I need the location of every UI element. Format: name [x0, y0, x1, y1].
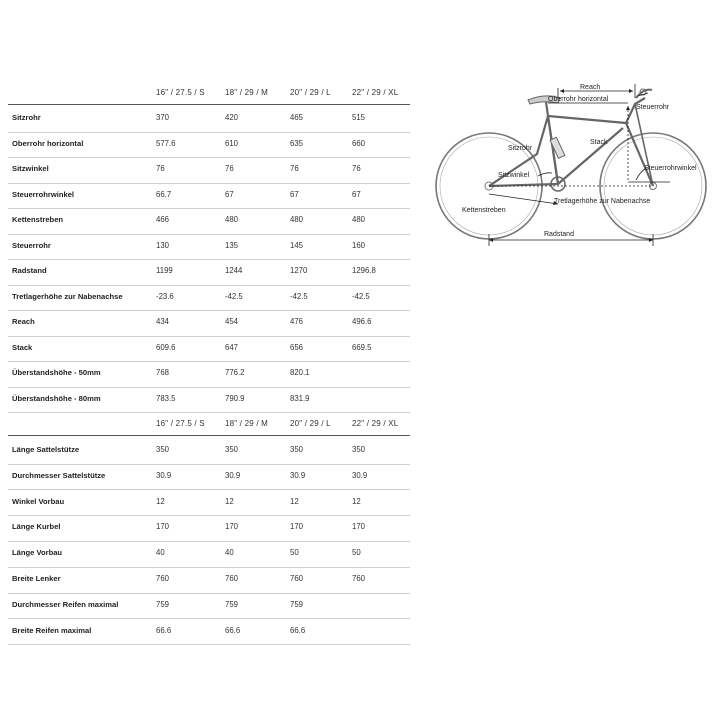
- row-value: 768: [156, 368, 170, 377]
- label-steuerrohrwinkel: Steuerrohrwinkel: [644, 165, 697, 172]
- label-tretlager: Tretlagerhöhe zur Nabenachse: [554, 198, 651, 205]
- row-value: 67: [290, 189, 299, 199]
- table-row: [8, 490, 410, 517]
- row-value: 350: [225, 445, 239, 454]
- row-value: -42.5: [225, 291, 243, 301]
- table-row: [8, 515, 410, 542]
- row-value: 12: [156, 496, 165, 506]
- row-value: 610: [225, 138, 239, 148]
- row-value: 12: [225, 496, 234, 506]
- row-value: 76: [290, 164, 299, 173]
- label-sitzwinkel: Sitzwinkel: [498, 172, 530, 179]
- row-value: 480: [225, 215, 239, 224]
- row-value: 466: [156, 215, 170, 224]
- table-row: [8, 183, 410, 210]
- row-value: 30.9: [156, 470, 172, 480]
- row-value: 370: [156, 113, 170, 122]
- row-label: Radstand: [12, 266, 47, 275]
- row-value: 76: [225, 164, 234, 173]
- row-label: Oberrohr horizontal: [12, 138, 84, 148]
- label-steuerrohr: Steuerrohr: [636, 104, 670, 111]
- size-header-cell: 16" / 27.5 / S: [156, 419, 205, 428]
- row-value: 647: [225, 342, 239, 352]
- row-value: 145: [290, 240, 304, 250]
- row-value: -42.5: [290, 291, 308, 301]
- table-row: [8, 310, 410, 337]
- row-value: 66.6: [156, 625, 172, 635]
- row-label: Winkel Vorbau: [12, 496, 65, 506]
- size-header-cell: 22" / 29 / XL: [352, 419, 399, 428]
- row-value: 790.9: [225, 393, 245, 403]
- row-value: 12: [290, 496, 299, 506]
- table-row: [8, 593, 410, 620]
- bike-geometry-diagram: [430, 76, 720, 248]
- row-label: Überstandshöhe - 50mm: [12, 368, 101, 377]
- size-header-cell: 22" / 29 / XL: [352, 88, 399, 97]
- row-value: 420: [225, 113, 239, 122]
- row-value: 820.1: [290, 368, 310, 377]
- table-row: [8, 387, 410, 414]
- row-value: 635: [290, 138, 304, 148]
- row-value: -42.5: [352, 291, 370, 301]
- row-value: 67: [225, 189, 234, 199]
- row-label: Steuerrohr: [12, 240, 51, 250]
- row-value: 465: [290, 113, 304, 122]
- table-row: [8, 361, 410, 388]
- row-label: Steuerrohrwinkel: [12, 189, 75, 199]
- row-value: 170: [225, 522, 239, 532]
- label-kettenstreben: Kettenstreben: [462, 207, 506, 214]
- row-value: 130: [156, 240, 170, 250]
- table-divider: [8, 435, 410, 436]
- row-value: 480: [290, 215, 304, 224]
- size-header-cell: 18" / 29 / M: [225, 419, 269, 428]
- row-value: 454: [225, 317, 239, 326]
- row-value: 50: [290, 548, 299, 558]
- row-value: 783.5: [156, 393, 176, 403]
- row-value: 515: [352, 113, 366, 122]
- row-value: 76: [156, 164, 165, 173]
- row-value: 12: [352, 496, 361, 506]
- table-row: [8, 464, 410, 491]
- label-radstand: Radstand: [544, 231, 574, 238]
- row-value: 480: [352, 215, 366, 224]
- row-label: Länge Kurbel: [12, 522, 61, 532]
- label-reach: Reach: [580, 84, 601, 91]
- row-value: 1244: [225, 266, 243, 275]
- row-label: Durchmesser Reifen maximal: [12, 599, 119, 609]
- row-label: Sitzwinkel: [12, 164, 49, 173]
- row-value: 30.9: [290, 470, 306, 480]
- row-label: Überstandshöhe - 80mm: [12, 393, 101, 403]
- row-value: 760: [225, 574, 239, 583]
- row-value: 135: [225, 240, 239, 250]
- row-value: 496.6: [352, 317, 372, 326]
- row-value: 40: [156, 548, 165, 558]
- row-value: 170: [290, 522, 304, 532]
- row-label: Reach: [12, 317, 35, 326]
- row-value: 760: [352, 574, 366, 583]
- row-value: 760: [290, 574, 304, 583]
- table-divider: [8, 104, 410, 105]
- table-row: [8, 336, 410, 363]
- row-label: Tretlagerhöhe zur Nabenachse: [12, 291, 123, 301]
- row-value: 476: [290, 317, 304, 326]
- row-label: Kettenstreben: [12, 215, 64, 224]
- row-value: 609.6: [156, 342, 176, 352]
- row-value: 434: [156, 317, 170, 326]
- row-label: Länge Vorbau: [12, 548, 63, 558]
- row-label: Breite Reifen maximal: [12, 625, 92, 635]
- row-value: 350: [352, 445, 366, 454]
- row-label: Durchmesser Sattelstütze: [12, 470, 106, 480]
- row-value: 776.2: [225, 368, 245, 377]
- row-value: -23.6: [156, 291, 174, 301]
- row-value: 759: [225, 599, 239, 609]
- row-value: 67: [352, 189, 361, 199]
- table-row: [8, 567, 410, 594]
- row-value: 759: [290, 599, 304, 609]
- row-label: Stack: [12, 342, 33, 352]
- row-value: 350: [156, 445, 170, 454]
- row-value: 669.5: [352, 342, 372, 352]
- row-value: 66.6: [225, 625, 241, 635]
- row-value: 170: [156, 522, 170, 532]
- label-stack: Stack: [590, 139, 608, 146]
- row-value: 66.6: [290, 625, 306, 635]
- size-header-cell: 20" / 29 / L: [290, 419, 331, 428]
- table-row: [8, 259, 410, 286]
- table-row: [8, 619, 410, 646]
- row-value: 30.9: [225, 470, 241, 480]
- row-value: 66.7: [156, 189, 172, 199]
- label-sitzrohr: Sitzrohr: [508, 145, 533, 152]
- row-value: 759: [156, 599, 170, 609]
- row-value: 831.9: [290, 393, 310, 403]
- row-label: Breite Lenker: [12, 574, 61, 583]
- row-value: 170: [352, 522, 366, 532]
- size-header-cell: 20" / 29 / L: [290, 88, 331, 97]
- row-value: 760: [156, 574, 170, 583]
- row-value: 350: [290, 445, 304, 454]
- seatpost: [546, 102, 548, 116]
- row-value: 76: [352, 164, 361, 173]
- row-label: Länge Sattelstütze: [12, 445, 80, 454]
- table-row: [8, 541, 410, 568]
- row-value: 40: [225, 548, 234, 558]
- table-row: [8, 106, 410, 133]
- size-header-cell: 18" / 29 / M: [225, 88, 269, 97]
- row-label: Sitzrohr: [12, 113, 41, 122]
- row-value: 660: [352, 138, 366, 148]
- row-value: 30.9: [352, 470, 368, 480]
- table-row: [8, 208, 410, 235]
- table-row: [8, 285, 410, 312]
- row-value: 1199: [156, 266, 173, 275]
- table-row: [8, 438, 410, 465]
- size-header: [8, 84, 410, 104]
- row-value: 50: [352, 548, 361, 558]
- table-row: [8, 234, 410, 261]
- row-value: 1270: [290, 266, 308, 275]
- row-value: 656: [290, 342, 304, 352]
- label-oberrohr: Oberrohr horizontal: [548, 96, 609, 103]
- row-value: 577.6: [156, 138, 176, 148]
- size-header: [8, 415, 410, 435]
- row-value: 160: [352, 240, 366, 250]
- size-header-cell: 16" / 27.5 / S: [156, 88, 205, 97]
- table-row: [8, 157, 410, 184]
- row-value: 1296.8: [352, 266, 376, 275]
- table-row: [8, 132, 410, 159]
